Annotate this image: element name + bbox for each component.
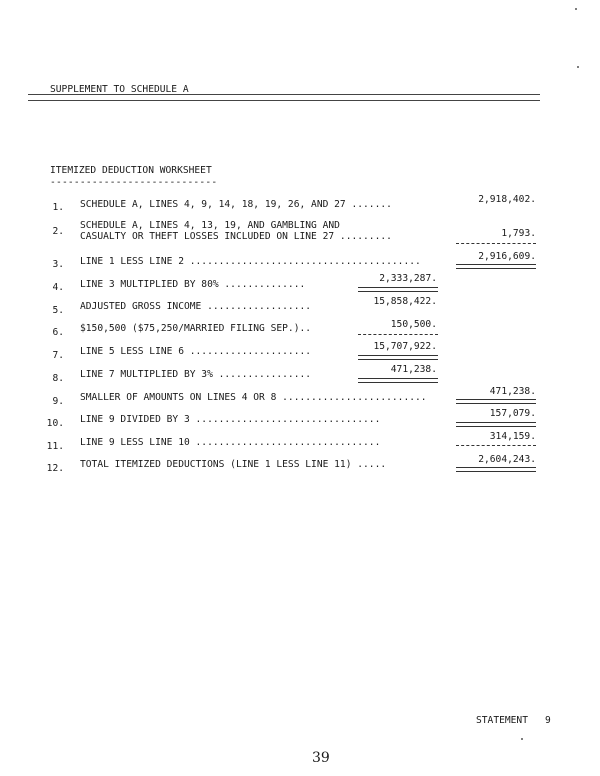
line-amount: 471,238. xyxy=(489,386,536,397)
line-number: 2. xyxy=(52,226,64,237)
total-double-rule xyxy=(456,399,536,404)
line-amount: 2,918,402. xyxy=(478,194,536,205)
line-amount: 2,604,243. xyxy=(478,454,536,465)
scan-speck xyxy=(521,738,523,740)
line-amount: 1,793. xyxy=(501,228,536,239)
line-description: SCHEDULE A, LINES 4, 13, 19, AND GAMBLING AND xyxy=(80,220,340,231)
worksheet-title-underline: ---------------------------- xyxy=(50,177,218,188)
line-description: SCHEDULE A, LINES 4, 9, 14, 18, 19, 26, AND 27 ....... xyxy=(80,199,392,210)
line-number: 3. xyxy=(52,259,64,270)
line-number: 8. xyxy=(52,373,64,384)
line-number: 6. xyxy=(52,327,64,338)
line-number: 9. xyxy=(52,396,64,407)
line-description: LINE 1 LESS LINE 2 ........................................ xyxy=(80,256,421,267)
line-amount: 471,238. xyxy=(390,364,437,375)
line-number: 10. xyxy=(46,418,64,429)
line-amount: 150,500. xyxy=(390,319,437,330)
line-description: LINE 9 DIVIDED BY 3 ................................ xyxy=(80,414,381,425)
total-double-rule xyxy=(456,264,536,269)
total-double-rule xyxy=(358,378,438,383)
line-amount: 314,159. xyxy=(489,431,536,442)
total-double-rule xyxy=(456,422,536,427)
statement-label: STATEMENT xyxy=(476,715,528,726)
line-description: LINE 3 MULTIPLIED BY 80% .............. xyxy=(80,279,306,290)
worksheet-title: ITEMIZED DEDUCTION WORKSHEET xyxy=(50,165,212,176)
line-description: SMALLER OF AMOUNTS ON LINES 4 OR 8 ......................... xyxy=(80,392,427,403)
line-description: $150,500 ($75,250/MARRIED FILING SEP.).. xyxy=(80,323,312,334)
subtotal-rule xyxy=(358,334,438,335)
total-double-rule xyxy=(358,355,438,360)
line-amount: 15,858,422. xyxy=(373,296,437,307)
subtotal-rule xyxy=(456,243,536,244)
line-description: LINE 5 LESS LINE 6 ..................... xyxy=(80,346,312,357)
page-number: 39 xyxy=(312,750,330,766)
total-double-rule xyxy=(456,467,536,472)
line-amount: 2,333,287. xyxy=(379,273,437,284)
total-double-rule xyxy=(358,287,438,292)
line-number: 1. xyxy=(52,202,64,213)
line-description: ADJUSTED GROSS INCOME .................. xyxy=(80,301,312,312)
scan-speck xyxy=(577,66,579,68)
line-number: 5. xyxy=(52,305,64,316)
line-description: LINE 7 MULTIPLIED BY 3% ................ xyxy=(80,369,312,380)
line-amount: 2,916,609. xyxy=(478,251,536,262)
line-description: LINE 9 LESS LINE 10 ................................ xyxy=(80,437,381,448)
scan-speck xyxy=(575,8,577,10)
header-double-rule xyxy=(28,94,540,101)
subtotal-rule xyxy=(456,445,536,446)
line-number: 12. xyxy=(46,463,64,474)
line-amount: 157,079. xyxy=(489,408,536,419)
line-number: 4. xyxy=(52,282,64,293)
line-number: 7. xyxy=(52,350,64,361)
line-description-continued: CASUALTY OR THEFT LOSSES INCLUDED ON LINE 27 ......... xyxy=(80,231,392,242)
statement-number: 9 xyxy=(545,715,551,726)
line-number: 11. xyxy=(46,441,64,452)
supplement-title: SUPPLEMENT TO SCHEDULE A xyxy=(50,84,189,95)
line-amount: 15,707,922. xyxy=(373,341,437,352)
line-description: TOTAL ITEMIZED DEDUCTIONS (LINE 1 LESS LINE 11) ..... xyxy=(80,459,387,470)
